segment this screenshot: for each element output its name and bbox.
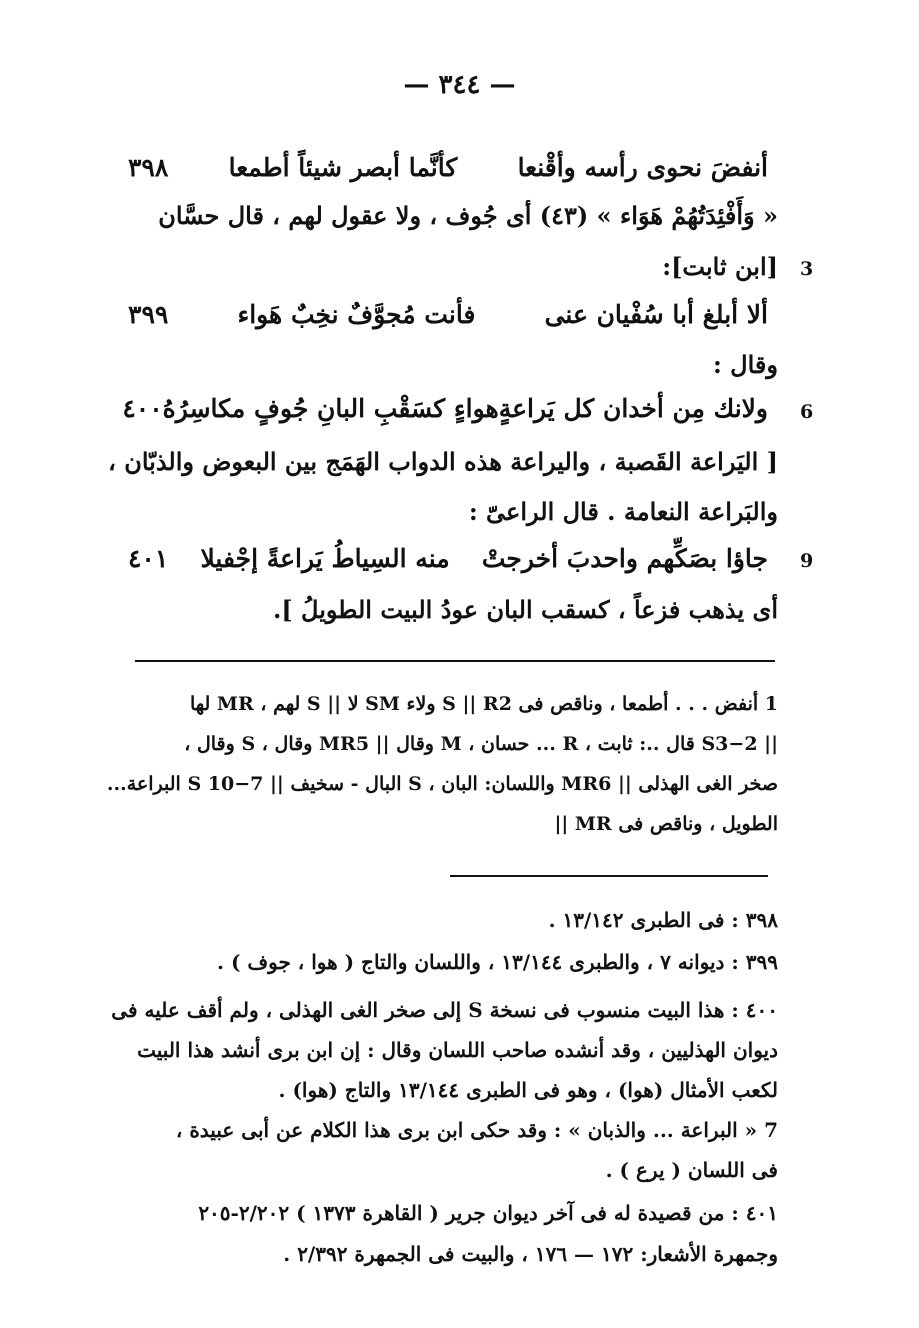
reference-line: ٤٠٠ : هذا البيت منسوب فى نسخة S إلى صخر الغى الهذلى ، ولم أقف عليه فى [111,998,778,1022]
text-line: [ اليَراعة القَصبة ، واليراعة هذه الدواب الهَمَج بين البعوض والذبّان ، [108,447,778,476]
apparatus-line: الطويل ، وناقص فى MR || [554,813,778,835]
reference-line: ديوان الهذليين ، وقد أنشده صاحب اللسان وقال : إن ابن برى أنشد هذا البيت [137,1038,778,1062]
verse-first-hemistich: ولانك مِن أخدان كل يَراعةٍ [498,393,768,423]
text-line: وقال : [712,350,778,379]
apparatus-line: صخر الغى الهذلى || MR6 واللسان: البان ، S البال - سخيف || 7−10 S البراعة... [106,773,778,795]
verse-number: ٣٩٨ [128,152,169,182]
reference-line: لكعب الأمثال (هوا) ، وهو فى الطبرى ١٣/١٤٤ والتاج (هوا) . [278,1078,778,1102]
text-line: [ابن ثابت]: [662,252,778,281]
verse-second-hemistich: منه السِياطُ يَراعةً إجْفيلا [200,543,450,573]
verse-second-hemistich: هواءٍ كسَقْبِ البانِ جُوفٍ مكاسِرُهُ [162,393,499,423]
margin-line-number: 9 [800,550,814,572]
verse-line-399 [128,292,768,336]
reference-line: فى اللسان ( يرع ) . [605,1158,778,1182]
verse-first-hemistich: أنفضَ نحوى رأسه وأقْنعا [517,152,768,182]
verse-first-hemistich: ألا أبلغ أبا سُفْيان عنى [544,299,768,329]
verse-number: ٤٠١ [128,543,169,573]
verse-first-hemistich: جاؤا بصَكِّهم واحدبَ أخرجتْ [481,543,768,573]
verse-line-400 [122,386,768,430]
reference-line: وجمهرة الأشعار: ١٧٢ — ١٧٦ ، والبيت فى الجمهرة ٢/٣٩٢ . [283,1242,778,1266]
reference-line: 7 « البراعة ... والذبان » : وقد حكى ابن برى هذا الكلام عن أبى عبيدة ، [175,1118,778,1142]
text-line: أى يذهب فزعاً ، كسقب البان عودُ البيت الطويلُ ]. [272,595,778,624]
verse-number: ٤٠٠ [122,393,163,423]
reference-line: ٣٩٩ : ديوانه ٧ ، والطبرى ١٣/١٤٤ ، واللسان والتاج ( هوا ، جوف ) . [217,950,778,974]
text-line: « وَأَفْئِدَتُهُمْ هَوَاء » (٤٣) أى جُوف ، ولا عقول لهم ، قال حسَّان [158,201,778,230]
verse-second-hemistich: كأنَّما أبصر شيئاً أطمعا [228,152,458,182]
apparatus-line: || S3−2 قال ..: ثابت ، R ... حسان ، M وقال || MR5 وقال ، S وقال ، [184,733,778,755]
verse-second-hemistich: فأنت مُجوَّفٌ نخِبٌ هَواء [237,299,476,329]
margin-line-number: 6 [800,401,814,423]
reference-line: ٤٠١ : من قصيدة له فى آخر ديوان جرير ( القاهرة ١٣٧٣ ) ٢/٢٠٢-٢٠٥ [198,1201,778,1225]
apparatus-line: 1 أنفض . . . أطمعا ، وناقص فى S || R2 ولاء SM لا || S لهم ، MR لها [189,693,778,715]
verse-line-398 [128,145,768,189]
divider [450,875,768,877]
margin-line-number: 3 [800,258,814,280]
verse-number: ٣٩٩ [128,299,169,329]
verse-line-401 [128,536,768,580]
divider [135,660,775,662]
reference-line: ٣٩٨ : فى الطبرى ١٣/١٤٢ . [548,908,778,932]
text-line: والبَراعة النعامة . قال الراعىّ : [468,497,778,526]
page-number: — ٣٤٤ — [403,70,516,100]
